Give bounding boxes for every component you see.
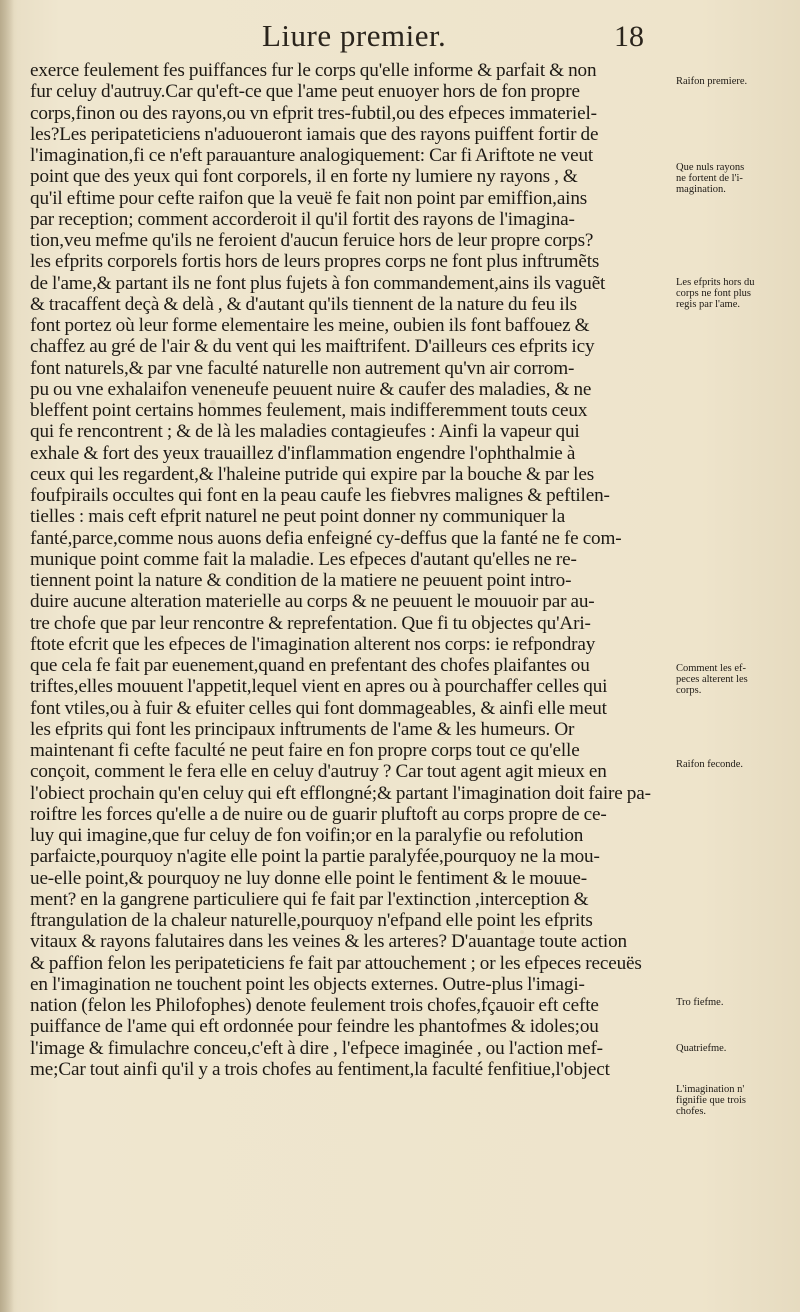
text-line: vitaux & rayons falutaires dans les veines & les arteres? D'auantage toute action — [30, 931, 627, 953]
text-line: point que des yeux qui font corporels, il en forte ny lumiere ny rayons , & — [30, 166, 578, 188]
text-line: conçoit, comment le fera elle en celuy d'autruy ? Car tout agent agit mieux en — [30, 761, 607, 783]
text-line: corps,finon ou des rayons,ou vn efprit tres-fubtil,ou des efpeces immateriel- — [30, 102, 597, 124]
margin-note — [676, 759, 794, 770]
text-line: ftote efcrit que les efpeces de l'imagination alterent nos corps: ie refpondray — [30, 633, 596, 655]
margin-note-line: Que nuls rayons — [676, 162, 745, 173]
margin-note-line: Quatriefme. — [676, 1043, 727, 1054]
text-line: ceux qui les regardent,& l'haleine putride qui expire par la bouche & par les — [30, 463, 595, 485]
text-line: tiennent point la nature & condition de la matiere ne peuuent point intro- — [30, 570, 572, 591]
margin-note-line: L'imagination n' — [676, 1084, 745, 1095]
text-line: font portez où leur forme elementaire les meine, oubien ils font baffouez & — [30, 315, 590, 336]
running-head: Liure premier. — [262, 18, 447, 53]
text-line: fur celuy d'autruy.Car qu'eft-ce que l'ame peut enuoyer hors de fon propre — [30, 81, 580, 103]
text-line: les efprits qui font les principaux inftruments de l'ame & les humeurs. Or — [30, 718, 575, 740]
margin-note-line: corps ne font plus — [676, 288, 751, 299]
margin-note-line: Les efprits hors du — [676, 277, 755, 288]
text-line: tion,veu mefme qu'ils ne feroient d'aucun feruice hors de leur propre corps? — [30, 230, 594, 251]
margin-note-line: Tro fiefme. — [676, 997, 724, 1008]
text-line: bleffent point certains hommes feulement, mais indifferemment touts ceux — [30, 400, 588, 421]
text-line: & paffion felon les peripateticiens fe fait par attouchement ; or les efpeces receuës — [30, 952, 642, 974]
margin-note — [676, 277, 794, 310]
text-line: luy qui imagine,que fur celuy de fon voifin;or en la paralyfie ou refolution — [30, 825, 584, 846]
margin-note-line: peces alterent les — [676, 674, 748, 685]
margin-note-line: chofes. — [676, 1106, 707, 1117]
text-line: foufpirails occultes qui font en la peau caufe les fiebvres malignes & peftilen- — [30, 485, 610, 506]
text-line: les efprits corporels fortis hors de leurs propres corps ne font plus inftrumẽts — [30, 251, 600, 273]
text-line: duire aucune alteration materielle au corps & ne peuuent le mouuoir par au- — [30, 591, 595, 613]
text-line: pu ou vne exhalaifon veneneufe peuuent nuire & caufer des maladies, & ne — [30, 378, 592, 400]
margin-note-line: corps. — [676, 685, 702, 696]
margin-note-line: regis par l'ame. — [676, 299, 740, 310]
text-line: tielles : mais ceft efprit naturel ne peut point donner ny communiquer la — [30, 506, 566, 528]
margin-note — [676, 997, 794, 1008]
text-line: me;Car tout ainfi qu'il y a trois chofes au fentiment,la faculté fenfitiue,l'object — [30, 1058, 610, 1080]
text-line: en l'imagination ne touchent point les objects externes. Outre-plus l'imagi- — [30, 973, 585, 995]
text-line: l'obiect prochain qu'en celuy qui eft efflongné;& partant l'imagination doit faire pa- — [30, 782, 651, 804]
text-line: parfaicte,pourquoy n'agite elle point la partie paralyfée,pourquoy ne la mou- — [30, 846, 600, 868]
margin-note — [676, 1084, 794, 1117]
text-line: les?Les peripateticiens n'aduoueront iamais que des rayons puiffent fortir de — [30, 123, 599, 145]
page-number: 18 — [614, 20, 644, 53]
text-line: font vtiles,ou à fuir & efuiter celles qui font dommageables, & ainfi elle meut — [30, 697, 607, 719]
text-line: triftes,elles mouuent l'appetit,lequel vient en apres ou à pourchaffer celles qui — [30, 676, 608, 698]
text-line: munique point comme fait la maladie. Les efpeces d'autant qu'elles ne re- — [30, 548, 577, 570]
body-text — [30, 60, 670, 1080]
margin-note-line: Raifon premiere. — [676, 76, 748, 87]
margin-note — [676, 663, 794, 696]
text-line: ftrangulation de la chaleur naturelle,pourquoy n'efpand elle point les efprits — [30, 910, 593, 931]
text-line: & tracaffent deçà & delà , & d'autant qu'ils tiennent de la nature du feu ils — [30, 293, 577, 315]
gutter-shadow — [0, 0, 14, 1312]
text-line: ue-elle point,& pourquoy ne luy donne elle point le fentiment & le mouue- — [30, 867, 587, 889]
text-line: de l'ame,& partant ils ne font plus fujets à fon commandement,ains ils vaguẽt — [30, 272, 606, 294]
text-line: font naturels,& par vne faculté naturelle non autrement qu'vn air corrom- — [30, 357, 575, 379]
margin-note — [676, 76, 794, 87]
margin-note-line: ne fortent de l'i- — [676, 173, 743, 184]
text-line: tre chofe que par leur rencontre & reprefentation. Que fi tu objectes qu'Ari- — [30, 612, 591, 634]
text-line: nation (felon les Philofophes) denote feulement trois chofes,fçauoir eft cefte — [30, 995, 599, 1016]
text-line: l'image & fimulachre conceu,c'eft à dire , l'efpece imaginée , ou l'action mef- — [30, 1037, 603, 1059]
text-line: maintenant fi cefte faculté ne peut faire en fon propre corps tout ce qu'elle — [30, 740, 580, 761]
margin-note — [676, 162, 794, 195]
text-line: exhale & fort des yeux trauaillez d'inflammation engendre l'ophthalmie à — [30, 442, 576, 464]
margin-note-line: Raifon feconde. — [676, 759, 744, 770]
text-line: que cela fe fait par euenement,quand en prefentant des chofes plaifantes ou — [30, 655, 590, 676]
text-line: par reception; comment accorderoit il qu'il fortit des rayons de l'imagina- — [30, 208, 575, 230]
text-line: exerce feulement fes puiffances fur le corps qu'elle informe & parfait & non — [30, 60, 597, 81]
text-line: puiffance de l'ame qui eft ordonnée pour feindre les phantofmes & idoles;ou — [30, 1016, 599, 1038]
page-header — [0, 18, 800, 62]
text-line: qui fe rencontrent ; & de là les maladies contagieufes : Ainfi la vapeur qui — [30, 421, 580, 443]
text-line: chaffez au gré de l'air & du vent qui les maiftrifent. D'ailleurs ces efprits icy — [30, 336, 595, 358]
margin-note-line: fignifie que trois — [676, 1095, 746, 1106]
text-line: fanté,parce,comme nous auons defia enfeigné cy-deffus que la fanté ne fe com- — [30, 527, 622, 549]
text-line: qu'il eftime pour cefte raifon que la veuë fe fait non point par emiffion,ains — [30, 187, 588, 209]
margin-note-line: magination. — [676, 184, 726, 195]
text-line: ment? en la gangrene particuliere qui fe fait par l'extinction ,interception & — [30, 888, 589, 910]
margin-note — [676, 1043, 794, 1054]
text-line: l'imagination,fi ce n'eft parauanture analogiquement: Car fi Ariftote ne veut — [30, 145, 594, 166]
margin-note-line: Comment les ef- — [676, 663, 746, 674]
text-line: roiftre les forces qu'elle a de nuire ou de guarir pluftoft au corps propre de ce- — [30, 803, 607, 825]
